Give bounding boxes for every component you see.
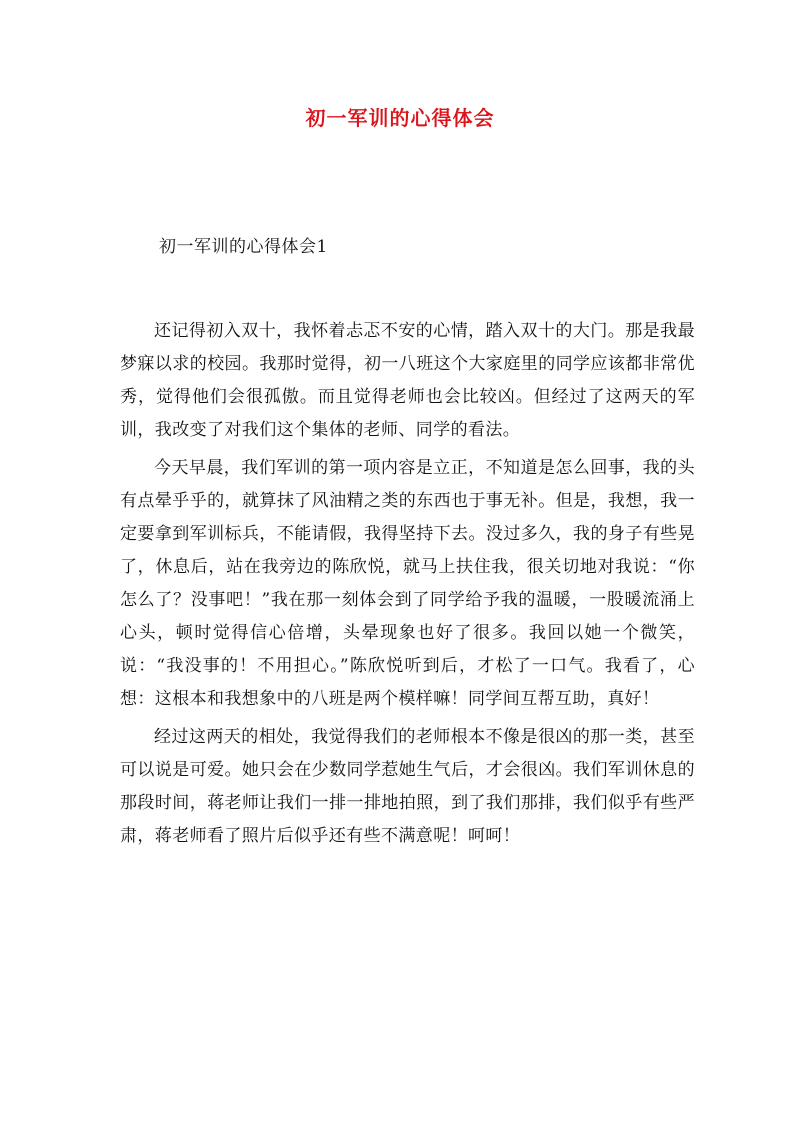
section-title: 初一军训的心得体会1 [159, 237, 328, 257]
paragraph: 还记得初入双十，我怀着忐忑不安的心情，踏入双十的大门。那是我最梦寐以求的校园。我那时觉得，初一八班这个大家庭里的同学应该都非常优秀，觉得他们会很孤傲。而且觉得老师也会比较凶。但经过了这两天的军训，我改变了对我们这个集体的老师、同学的看法。 [120, 321, 695, 440]
paragraph: 今天早晨，我们军训的第一项内容是立正，不知道是怎么回事，我的头有点晕乎乎的，就算抹了风油精之类的东西也于事无补。但是，我想，我一定要拿到军训标兵，不能请假，我得坚持下去。没过多久，我的身子有些晃了，休息后，站在我旁边的陈欣悦，就马上扶住我，很关切地对我说：“你怎么了？没事吧！”我在那一刻体会到了同学给予我的温暖，一股暖流涌上心头，顿时觉得信心倍增，头晕现象也好了很多。我回以她一个微笑，说：“我没事的！不用担心。”陈欣悦听到后，才松了一口气。我看了，心想：这根本和我想象中的八班是两个模样嘛！同学间互帮互助，真好！ [120, 458, 695, 709]
document-body [120, 315, 695, 853]
document-title: 初一军训的心得体会 [305, 106, 495, 130]
paragraph: 经过这两天的相处，我觉得我们的老师根本不像是很凶的那一类，甚至可以说是可爱。她只会在少数同学惹她生气后，才会很凶。我们军训休息的那段时间，蒋老师让我们一排一排地拍照，到了我们那排，我们似乎有些严肃，蒋老师看了照片后似乎还有些不满意呢！呵呵！ [120, 727, 695, 846]
